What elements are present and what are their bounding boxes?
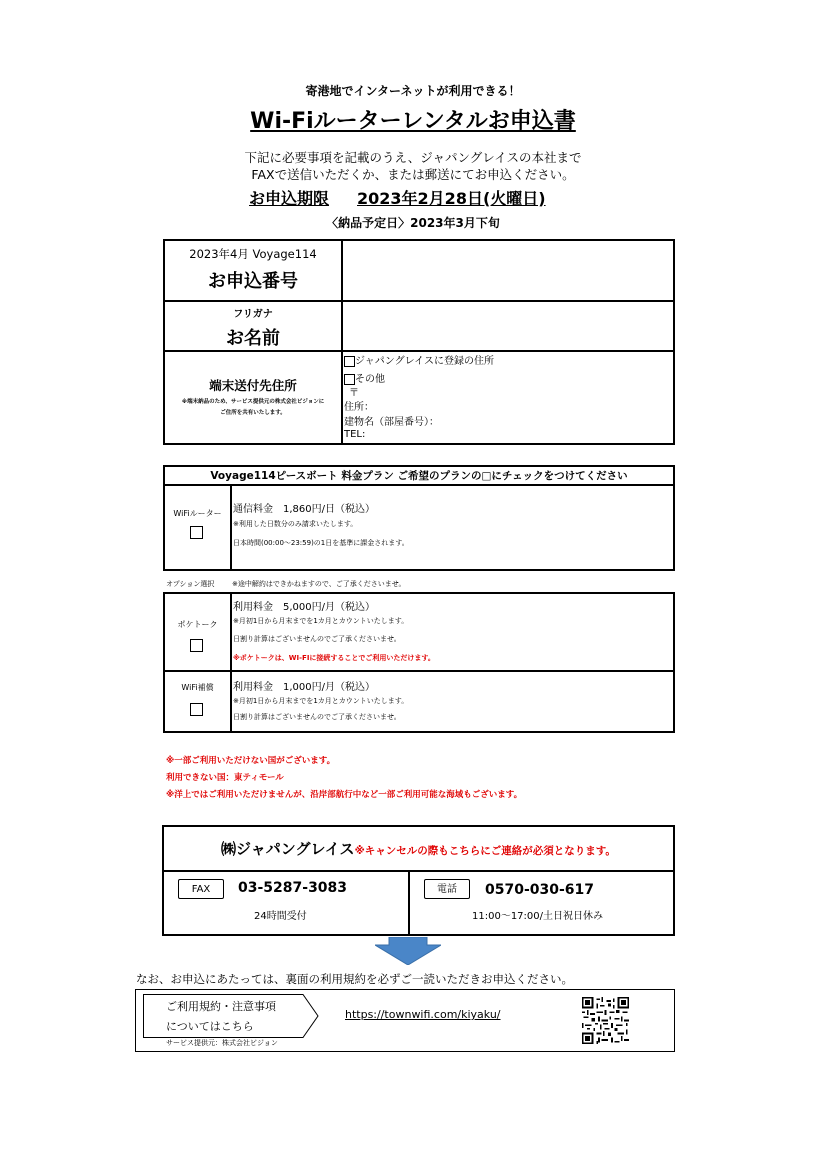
delivery-date: 〈納品予定日〉2023年3月下旬: [326, 216, 500, 230]
warning-line-2: 利用できない国：東ティモール: [166, 773, 284, 783]
fax-number[interactable]: 03-5287-3083: [238, 880, 348, 896]
intro-line-1: 下記に必要事項を記載のうえ、ジャパングレイスの本社まで: [244, 150, 582, 165]
deadline-label: お申込期限: [249, 189, 330, 208]
company-name: ㈱ジャパングレイス: [221, 840, 355, 858]
tel-field-label: TEL:: [344, 429, 366, 440]
checkbox-compensation[interactable]: [190, 703, 203, 716]
compensation-note-2: 日割り計算はございませんのでご了承くださいませ。: [233, 713, 401, 721]
deadline-date: 2023年2月28日(火曜日): [357, 189, 546, 208]
compensation-note-1: ※月初1日から月末までを1カ月とカウントいたします。: [233, 697, 409, 705]
checkbox-poketalk[interactable]: [190, 639, 203, 652]
plans-heading: Voyage114ピースボート 料金プラン ご希望のプランの□にチェックをつけてください: [210, 470, 628, 482]
option-note: ※途中解約はできかねますので、ご了承くださいませ。: [232, 580, 406, 588]
app-number-label: お申込番号: [208, 271, 298, 292]
compensation-label: WiFi補償: [181, 683, 214, 692]
phone-hours: 11:00～17:00/土日祝日休み: [472, 911, 604, 922]
company-line: [164, 838, 673, 859]
voyage-label: 2023年4月 Voyage114: [189, 247, 317, 261]
provider-note: サービス提供元：株式会社ビジョン: [166, 1039, 278, 1047]
address-note-1: ※端末納品のため、サービス提供元の株式会社ビジョンに: [181, 399, 325, 405]
option-other-address[interactable]: その他: [344, 370, 385, 385]
checkbox-other[interactable]: [344, 374, 355, 385]
poketalk-note-3: ※ポケトークは、WI-FIに接続することでご利用いただけます。: [233, 654, 435, 662]
furigana-label: フリガナ: [233, 309, 273, 320]
wifi-router-label: WiFiルーター: [173, 509, 222, 518]
fax-hours: 24時間受付: [254, 911, 307, 922]
app-number-field[interactable]: [343, 241, 673, 300]
name-field[interactable]: [343, 302, 673, 350]
address-note-2: ご住所を共有いたします。: [220, 410, 286, 416]
poketalk-note-2: 日割り計算はございませんのでご了承くださいませ。: [233, 635, 401, 643]
cancel-note: ※キャンセルの際もこちらにご連絡が必須となります。: [354, 845, 616, 857]
checkbox-registered[interactable]: [344, 356, 355, 367]
compensation-price: 利用料金 1,000円/月（税込）: [233, 682, 375, 693]
poketalk-label: ポケトーク: [177, 620, 218, 629]
warning-line-3: ※洋上ではご利用いただけませんが、沿岸部航行中など一部ご利用可能な海域もございます。: [166, 790, 523, 800]
terms-line-2[interactable]: についてはこちら: [166, 1020, 254, 1033]
name-label: お名前: [226, 328, 280, 349]
poketalk-note-1: ※月初1日から月末までを1カ月とカウントいたします。: [233, 617, 409, 625]
fax-label: FAX: [178, 879, 224, 899]
down-arrow-icon: [375, 937, 441, 965]
footer-notice: なお、お申込にあたっては、裏面の利用規約を必ずご一読いただきお申込ください。: [136, 972, 573, 986]
intro-line-2: FAXで送信いただくか、または郵送にてお申込ください。: [251, 167, 575, 182]
wifi-note-2: 日本時間(00:00～23:59)の1日を基準に課金されます。: [233, 539, 409, 547]
terms-line-1[interactable]: ご利用規約・注意事項: [166, 1000, 276, 1013]
wifi-price: 通信料金 1,860円/日（税込）: [233, 504, 375, 515]
address-field-label: 住所：: [344, 402, 374, 413]
checkbox-wifi-router[interactable]: [190, 526, 203, 539]
address-label: 端末送付先住所: [209, 378, 297, 393]
wifi-note-1: ※利用した日数分のみ請求いたします。: [233, 520, 358, 528]
phone-label: 電話: [424, 879, 470, 899]
qr-code-icon[interactable]: [582, 997, 629, 1044]
page-title: Wi-Fiルーターレンタルお申込書: [250, 109, 576, 134]
poketalk-price: 利用料金 5,000円/月（税込）: [233, 602, 375, 613]
option-label: オプション選択: [166, 580, 215, 588]
tagline: 寄港地でインターネットが利用できる！: [305, 84, 521, 98]
option-registered-address[interactable]: ジャパングレイスに登録の住所: [344, 352, 494, 367]
warning-line-1: ※一部ご利用いただけない国がございます。: [166, 756, 336, 766]
phone-number[interactable]: 0570-030-617: [485, 882, 595, 898]
building-field-label: 建物名（部屋番号）：: [344, 417, 439, 428]
terms-url-link[interactable]: https://townwifi.com/kiyaku/: [345, 1008, 501, 1021]
deadline: [249, 186, 546, 209]
postal-mark: 〒: [349, 388, 359, 399]
